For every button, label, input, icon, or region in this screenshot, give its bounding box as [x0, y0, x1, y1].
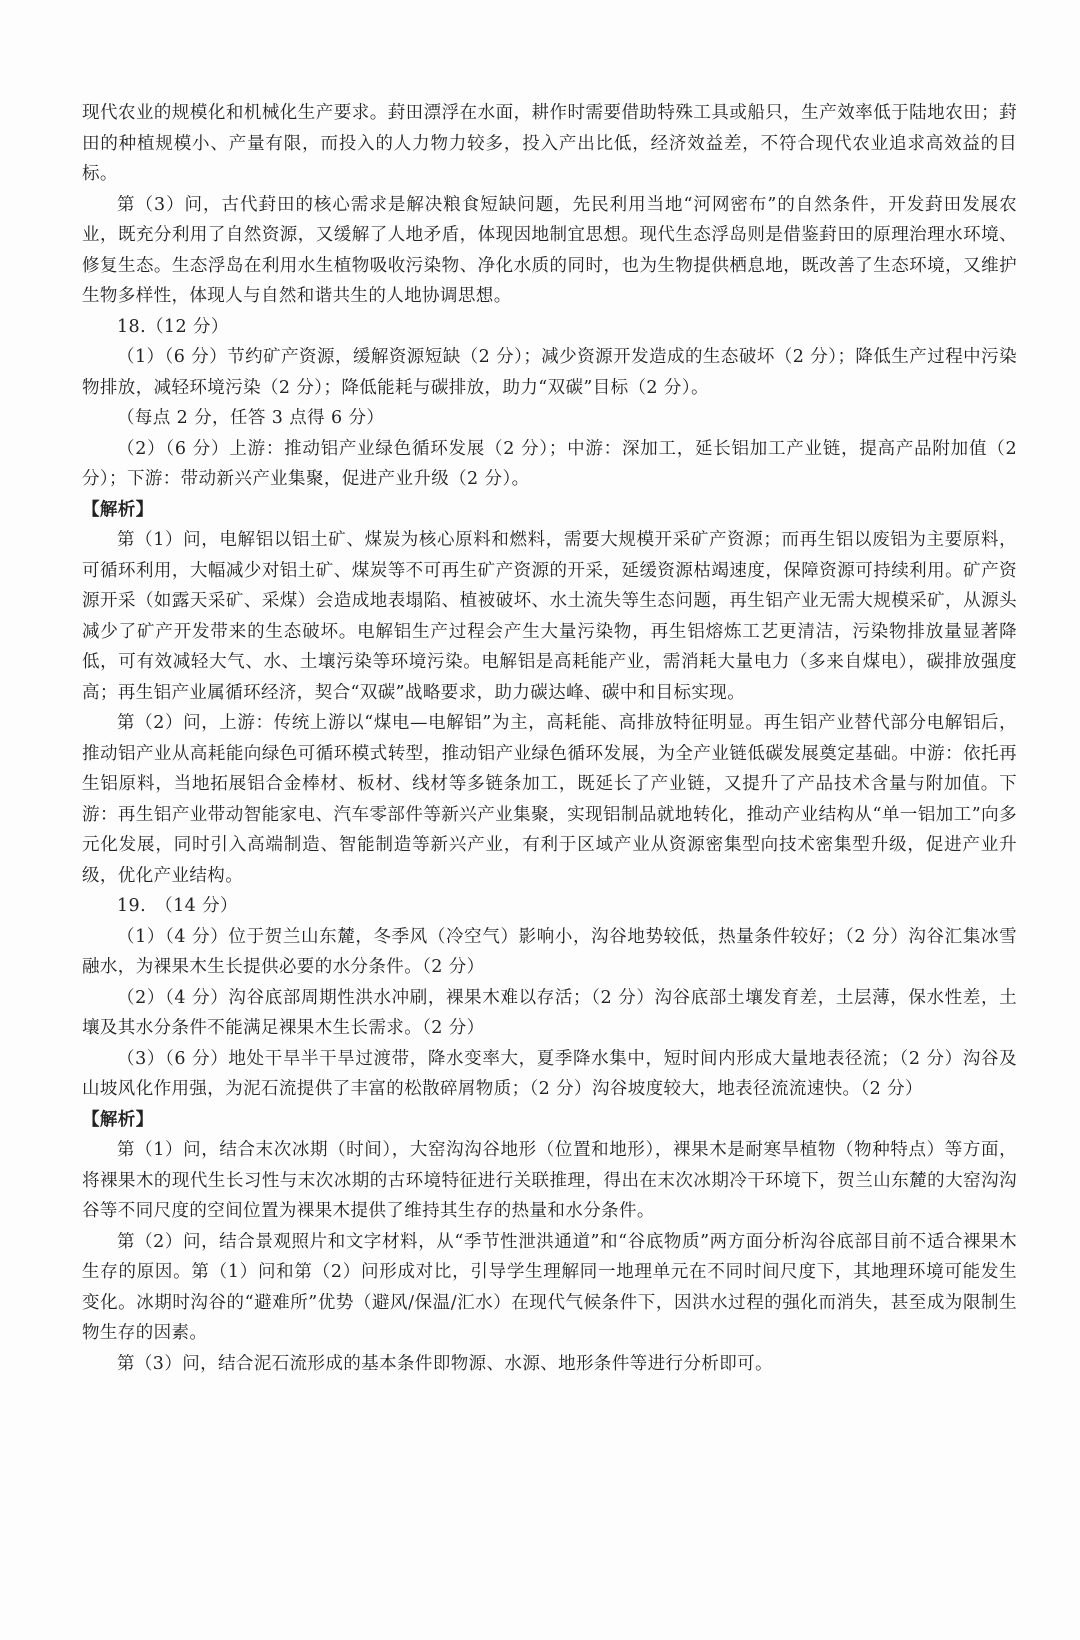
q18-analysis-part1: 第（1）问，电解铝以铝土矿、煤炭为核心原料和燃料，需要大规模开采矿产资源；而再生铝以废铝为主要原料，可循环利用，大幅减少对铝土矿、煤炭等不可再生矿产资源的开采，延缓资源枯竭速度，保障资源可持续利用。矿产资源开采（如露天采矿、采煤）会造成地表塌陷、植被破坏、水土流失等生态问题，再生铝产业无需大规模采矿，从源头减少了矿产开发带来的生态破坏。电解铝生产过程会产生大量污染物，再生铝熔炼工艺更清洁，污染物排放量显著降低，可有效减轻大气、水、土壤污染等环境污染。电解铝是高耗能产业，需消耗大量电力（多来自煤电），碳排放强度高；再生铝产业属循环经济，契合“双碳”战略要求，助力碳达峰、碳中和目标实现。 [82, 530, 1017, 703]
q19-analysis-heading: 【解析】 [82, 1109, 154, 1130]
q18-answer-part2: （2）（6 分）上游：推动铝产业绿色循环发展（2 分）；中游：深加工，延长铝加工产业链，提高产品附加值（2 分）；下游：带动新兴产业集聚，促进产业升级（2 分）。 [82, 438, 1017, 489]
q19-answer-part1: （1）（4 分）位于贺兰山东麓，冬季风（冷空气）影响小，沟谷地势较低，热量条件较好；（2 分）沟谷汇集冰雪融水，为裸果木生长提供必要的水分条件。（2 分） [82, 926, 1017, 977]
paragraph-q17-part3-analysis: 第（3）问，古代葑田的核心需求是解决粮食短缺问题，先民利用当地“河网密布”的自然条件，开发葑田发展农业，既充分利用了自然资源，又缓解了人地矛盾，体现因地制宜思想。现代生态浮岛则是借鉴葑田的原理治理水环境、修复生态。生态浮岛在利用水生植物吸收污染物、净化水质的同时，也为生物提供栖息地，既改善了生态环境，又维护生物多样性，体现人与自然和谐共生的人地协调思想。 [82, 194, 1017, 306]
answer-key-text [82, 98, 1017, 1379]
q19-answer-part2: （2）（4 分）沟谷底部周期性洪水冲刷，裸果木难以存活；（2 分）沟谷底部土壤发育差，土层薄，保水性差，土壤及其水分条件不能满足裸果木生长需求。（2 分） [82, 987, 1017, 1038]
q18-analysis-heading: 【解析】 [82, 499, 154, 520]
q18-answer-part1: （1）（6 分）节约矿产资源，缓解资源短缺（2 分）；减少资源开发造成的生态破坏（2 分）；降低生产过程中污染物排放，减轻环境污染（2 分）；降低能耗与碳排放，助力“双碳”目标（2 分）。 [82, 347, 1017, 398]
paragraph-intro-continuation: 现代农业的规模化和机械化生产要求。葑田漂浮在水面，耕作时需要借助特殊工具或船只，生产效率低于陆地农田；葑田的种植规模小、产量有限，而投入的人力物力较多，投入产出比低，经济效益差，不符合现代农业追求高效益的目标。 [82, 103, 1017, 184]
q19-answer-part3: （3）（6 分）地处干旱半干旱过渡带，降水变率大，夏季降水集中，短时间内形成大量地表径流；（2 分）沟谷及山坡风化作用强，为泥石流提供了丰富的松散碎屑物质；（2 分）沟谷坡度较大，地表径流流速快。（2 分） [82, 1048, 1017, 1099]
question-18-header: 18.（12 分） [117, 316, 229, 337]
q19-analysis-part3: 第（3）问，结合泥石流形成的基本条件即物源、水源、地形条件等进行分析即可。 [117, 1353, 773, 1374]
q19-analysis-part1: 第（1）问，结合末次冰期（时间），大窑沟沟谷地形（位置和地形），裸果木是耐寒旱植物（物种特点）等方面，将裸果木的现代生长习性与末次冰期的古环境特征进行关联推理，得出在末次冰期冷干环境下，贺兰山东麓的大窑沟沟谷等不同尺度的空间位置为裸果木提供了维持其生存的热量和水分条件。 [82, 1140, 1017, 1221]
q18-analysis-part2: 第（2）问，上游：传统上游以“煤电—电解铝”为主，高耗能、高排放特征明显。再生铝产业替代部分电解铝后，推动铝产业从高耗能向绿色可循环模式转型，推动铝产业绿色循环发展，为全产业链低碳发展奠定基础。中游：依托再生铝原料，当地拓展铝合金棒材、板材、线材等多链条加工，既延长了产业链，又提升了产品技术含量与附加值。下游：再生铝产业带动智能家电、汽车零部件等新兴产业集聚，实现铝制品就地转化，推动产业结构从“单一铝加工”向多元化发展，同时引入高端制造、智能制造等新兴产业，有利于区域产业从资源密集型向技术密集型升级，促进产业升级，优化产业结构。 [82, 713, 1017, 886]
q18-scoring-note: （每点 2 分，任答 3 点得 6 分） [117, 408, 385, 428]
question-19-header: 19. （14 分） [117, 896, 238, 916]
q19-analysis-part2: 第（2）问，结合景观照片和文字材料，从“季节性泄洪通道”和“谷底物质”两方面分析沟谷底部目前不适合裸果木生存的原因。第（1）问和第（2）问形成对比，引导学生理解同一地理单元在不同时间尺度下，其地理环境可能发生变化。冰期时沟谷的“避难所”优势（避风/保温/汇水）在现代气候条件下，因洪水过程的强化而消失，甚至成为限制生物生存的因素。 [82, 1231, 1017, 1343]
